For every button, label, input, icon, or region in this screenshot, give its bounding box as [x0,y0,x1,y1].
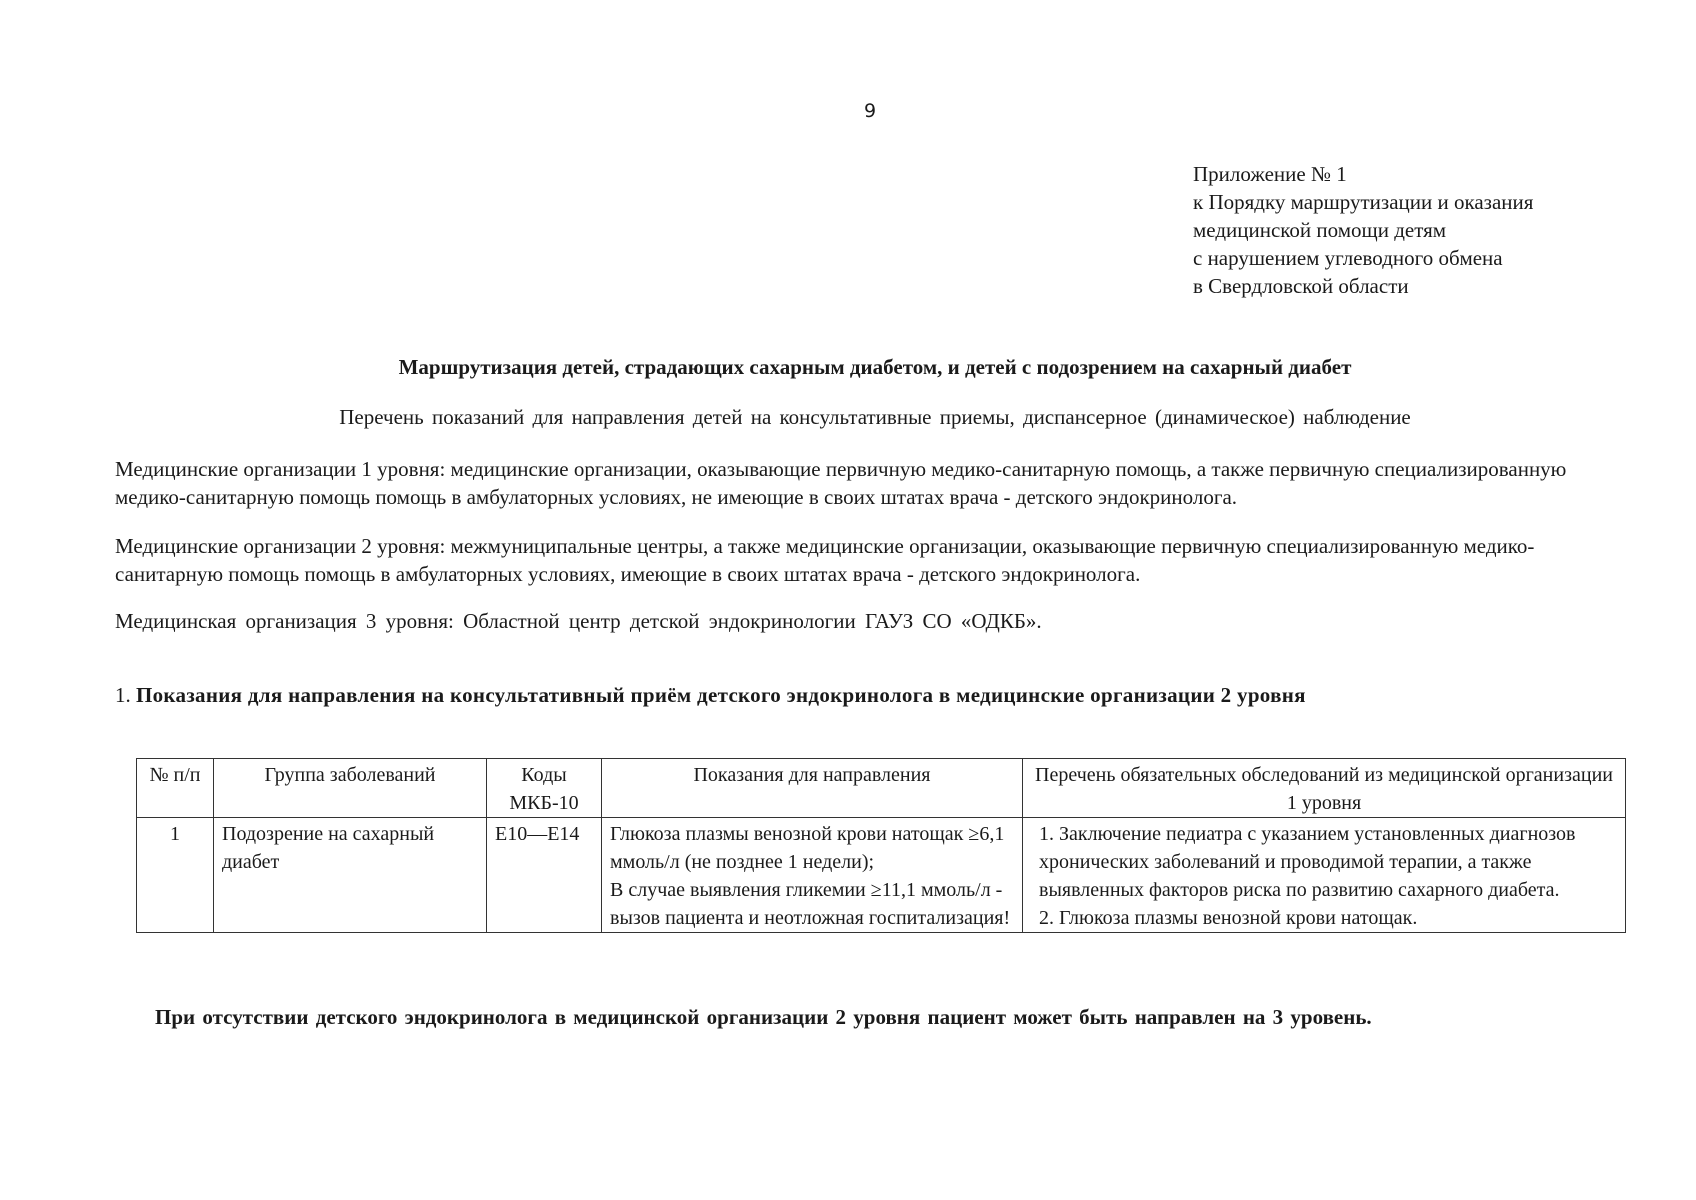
appendix-line: Приложение № 1 [1193,162,1347,186]
header-indications: Показания для направления [602,759,1023,818]
document-subtitle: Перечень показаний для направления детей на консультативные приемы, диспансерное (динамическое) наблюдение [339,405,1411,429]
level-1-description: Медицинские организации 1 уровня: медицинские организации, оказывающие первичную медико-санитарную помощь, а также первичную специализированную медико-санитарную помощь помощь в амбулаторных условиях, не имеющие в своих штатах врача - детского эндокринолога. [115,457,1567,509]
cell-exams [1023,818,1626,933]
section-title: Показания для направления на консультативный приём детского эндокринолога в медицинские организации 2 уровня [136,683,1306,707]
level-3-description: Медицинская организация 3 уровня: Областной центр детской эндокринологии ГАУЗ СО «ОДКБ». [115,609,1042,633]
appendix-line: к Порядку маршрутизации и оказания [1193,190,1534,214]
header-codes: Коды МКБ-10 [487,759,602,818]
exam-item: 2. Глюкоза плазмы венозной крови натощак. [1039,907,1418,929]
cell-indications [602,818,1023,933]
exam-item: 1. Заключение педиатра с указанием установленных диагнозов хронических заболеваний и проводимой терапии, а также выявленных факторов риска по развитию сахарного диабета. [1039,823,1576,901]
header-group: Группа заболеваний [214,759,487,818]
indication-text: Глюкоза плазмы венозной крови натощак ≥6,1 ммоль/л (не позднее 1 недели); [610,823,1005,873]
cell-num: 1 [137,818,214,933]
appendix-line: медицинской помощи детям [1193,218,1447,242]
appendix-block [1193,160,1533,300]
level-2-description: Медицинские организации 2 уровня: межмуниципальные центры, а также медицинские организации, оказывающие первичную специализированную медико-санитарную помощь помощь в амбулаторных условиях, имеющие в своих штатах врача - детского эндокринолога. [115,534,1535,586]
referral-note: При отсутствии детского эндокринолога в медицинской организации 2 уровня пациент может быть направлен на 3 уровень. [155,1005,1372,1029]
table-row [137,818,1626,933]
appendix-line: с нарушением углеводного обмена [1193,246,1503,270]
header-exams: Перечень обязательных обследований из медицинской организации 1 уровня [1023,759,1626,818]
section-heading [115,683,1306,708]
cell-codes: E10—E14 [487,818,602,933]
appendix-line: в Свердловской области [1193,274,1409,298]
section-number: 1. [115,683,131,707]
header-num: № п/п [137,759,214,818]
page-number: 9 [863,100,877,122]
cell-group: Подозрение на сахарный диабет [214,818,487,933]
indications-table [136,758,1626,933]
indication-text: В случае выявления гликемии ≥11,1 ммоль/л - вызов пациента и неотложная госпитализация! [610,879,1011,929]
document-title: Маршрутизация детей, страдающих сахарным диабетом, и детей с подозрением на сахарный диабет [398,355,1352,379]
table-header-row [137,759,1626,818]
